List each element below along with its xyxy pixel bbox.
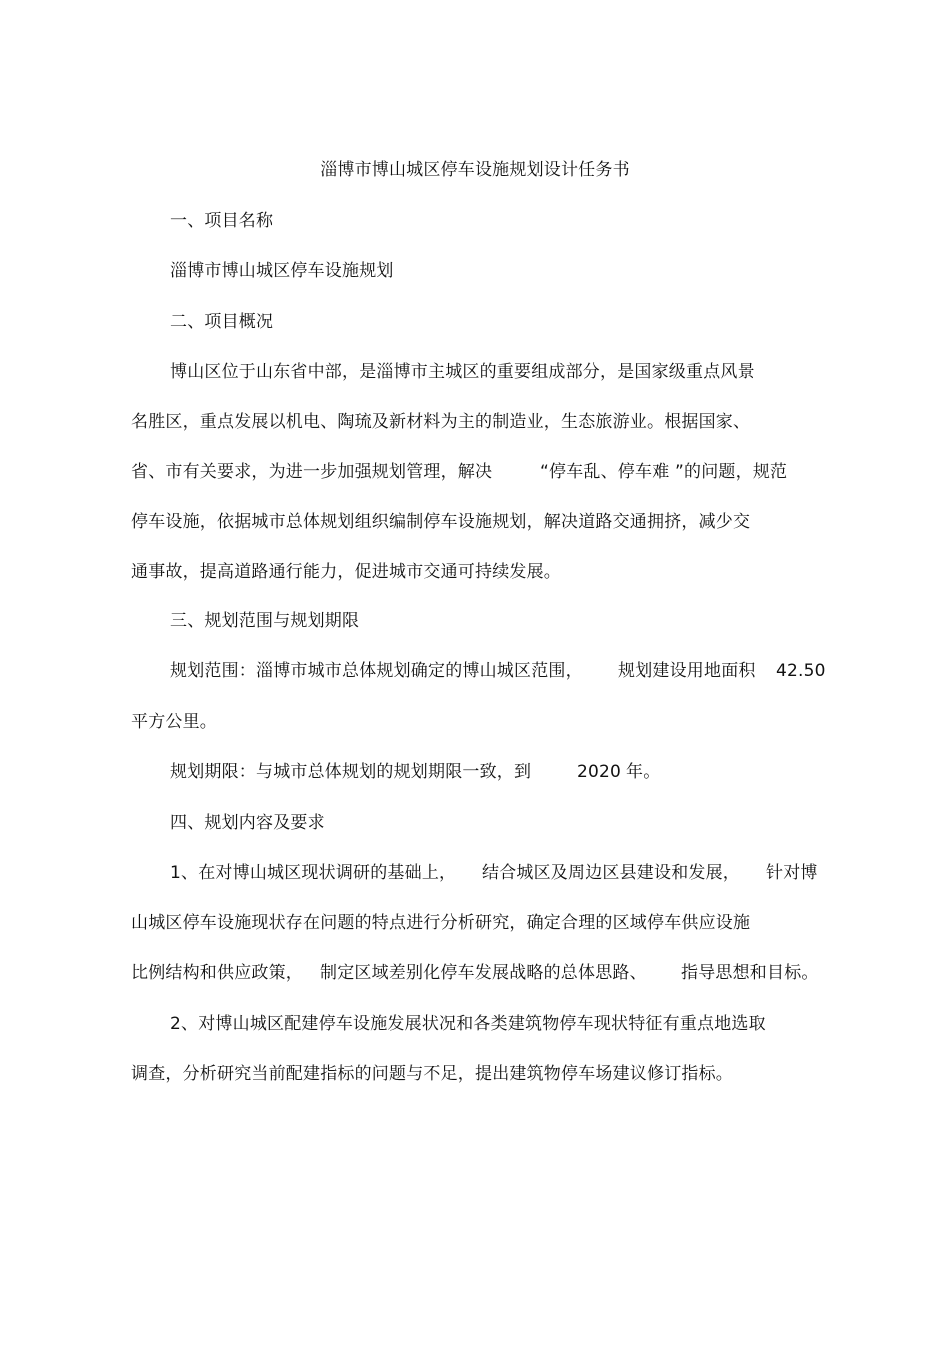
project-name: 淄博市博山城区停车设施规划 xyxy=(170,261,394,281)
overview-line-2: 名胜区，重点发展以机电、陶琉及新材料为主的制造业，生态旅游业。根据国家、 xyxy=(131,412,751,432)
scope-area-value: 42.50 xyxy=(776,661,826,681)
overview-line-3b: “停车乱、停车难 ”的问题，规范 xyxy=(540,462,788,482)
section-4-heading: 四、规划内容及要求 xyxy=(170,813,325,833)
overview-line-4: 停车设施，依据城市总体规划组织编制停车设施规划，解决道路交通拥挤，减少交 xyxy=(131,512,751,532)
period-year: 2020 xyxy=(577,762,622,782)
item-1-line-3a: 比例结构和供应政策， xyxy=(131,963,303,983)
item-1-line-1b: 结合城区及周边区县建设和发展， xyxy=(482,863,740,883)
item-1-line-2: 山城区停车设施现状存在问题的特点进行分析研究，确定合理的区域停车供应设施 xyxy=(131,913,751,933)
period-text-a: 规划期限：与城市总体规划的规划期限一致，到 xyxy=(170,762,532,782)
section-2-heading: 二、项目概况 xyxy=(170,312,274,332)
overview-line-3a: 省、市有关要求，为进一步加强规划管理，解决 xyxy=(131,462,493,482)
section-1-heading: 一、项目名称 xyxy=(170,211,274,231)
overview-line-1: 博山区位于山东省中部，是淄博市主城区的重要组成部分，是国家级重点风景 xyxy=(170,362,755,382)
overview-line-5: 通事故，提高道路通行能力，促进城市交通可持续发展。 xyxy=(131,562,561,582)
item-1-line-3b: 制定区域差别化停车发展战略的总体思路、 xyxy=(320,963,647,983)
document-title: 淄博市博山城区停车设施规划设计任务书 xyxy=(320,160,630,180)
item-1-line-1a: 1、在对博山城区现状调研的基础上， xyxy=(170,863,457,883)
scope-text-a: 规划范围：淄博市城市总体规划确定的博山城区范围， xyxy=(170,661,583,681)
item-1-line-3c: 指导思想和目标。 xyxy=(681,963,819,983)
scope-text-c: 平方公里。 xyxy=(131,712,217,732)
section-3-heading: 三、规划范围与规划期限 xyxy=(170,611,360,631)
scope-text-b: 规划建设用地面积 xyxy=(618,661,756,681)
item-2-line-1: 2、对博山城区配建停车设施发展状况和各类建筑物停车现状特征有重点地选取 xyxy=(170,1014,766,1034)
item-1-line-1c: 针对博 xyxy=(766,863,818,883)
period-text-b: 年。 xyxy=(626,762,661,782)
item-2-line-2: 调查，分析研究当前配建指标的问题与不足，提出建筑物停车场建议修订指标。 xyxy=(131,1064,733,1084)
